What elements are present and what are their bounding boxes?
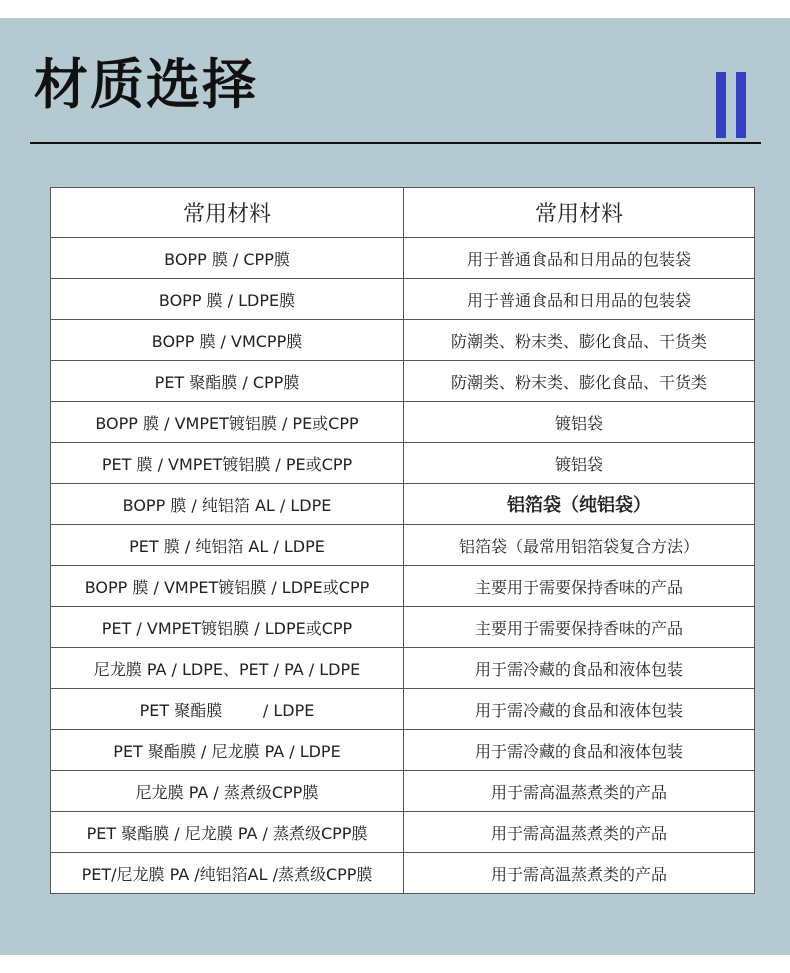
cell-use: 铝箔袋（纯铝袋） xyxy=(404,484,755,525)
cell-use: 防潮类、粉末类、膨化食品、干货类 xyxy=(404,320,755,361)
cell-material: PET 聚酯膜 / CPP膜 xyxy=(51,361,404,402)
cell-material: BOPP 膜 / 纯铝箔 AL / LDPE xyxy=(51,484,404,525)
table-row xyxy=(51,279,755,320)
cell-material: PET 聚酯膜 / LDPE xyxy=(51,689,404,730)
table-row xyxy=(51,730,755,771)
table-row xyxy=(51,402,755,443)
cell-use: 用于需冷藏的食品和液体包装 xyxy=(404,730,755,771)
cell-use: 主要用于需要保持香味的产品 xyxy=(404,607,755,648)
cell-material: 尼龙膜 PA / LDPE、PET / PA / LDPE xyxy=(51,648,404,689)
table-row xyxy=(51,771,755,812)
bar-left xyxy=(716,72,726,138)
cell-material: PET 聚酯膜 / 尼龙膜 PA / LDPE xyxy=(51,730,404,771)
table-row xyxy=(51,361,755,402)
cell-use: 镀铝袋 xyxy=(404,402,755,443)
cell-use: 用于普通食品和日用品的包装袋 xyxy=(404,238,755,279)
cell-use: 镀铝袋 xyxy=(404,443,755,484)
table-row xyxy=(51,320,755,361)
cell-use: 用于需高温蒸煮类的产品 xyxy=(404,771,755,812)
cell-material: PET/尼龙膜 PA /纯铝箔AL /蒸煮级CPP膜 xyxy=(51,853,404,894)
table-row xyxy=(51,484,755,525)
table-row xyxy=(51,525,755,566)
cell-use: 铝箔袋（最常用铝箔袋复合方法） xyxy=(404,525,755,566)
cell-material: BOPP 膜 / VMCPP膜 xyxy=(51,320,404,361)
cell-material: PET / VMPET镀铝膜 / LDPE或CPP xyxy=(51,607,404,648)
bar-right xyxy=(736,72,746,138)
cell-use: 用于需冷藏的食品和液体包装 xyxy=(404,689,755,730)
cell-material: BOPP 膜 / CPP膜 xyxy=(51,238,404,279)
cell-use: 用于需高温蒸煮类的产品 xyxy=(404,812,755,853)
cell-use: 用于普通食品和日用品的包装袋 xyxy=(404,279,755,320)
material-table xyxy=(50,187,755,894)
table-row xyxy=(51,689,755,730)
table-header-row xyxy=(51,188,755,238)
table-row xyxy=(51,443,755,484)
cell-use: 用于需高温蒸煮类的产品 xyxy=(404,853,755,894)
cell-material: BOPP 膜 / VMPET镀铝膜 / LDPE或CPP xyxy=(51,566,404,607)
table-row xyxy=(51,812,755,853)
header-material: 常用材料 xyxy=(51,188,404,238)
page-title: 材质选择 xyxy=(34,53,258,116)
cell-material: BOPP 膜 / LDPE膜 xyxy=(51,279,404,320)
cell-material: PET 聚酯膜 / 尼龙膜 PA / 蒸煮级CPP膜 xyxy=(51,812,404,853)
pause-bars-icon xyxy=(716,72,748,138)
cell-use: 主要用于需要保持香味的产品 xyxy=(404,566,755,607)
cell-use: 用于需冷藏的食品和液体包装 xyxy=(404,648,755,689)
header-use: 常用材料 xyxy=(404,188,755,238)
table-row xyxy=(51,648,755,689)
cell-use: 防潮类、粉末类、膨化食品、干货类 xyxy=(404,361,755,402)
table-row xyxy=(51,853,755,894)
title-divider xyxy=(30,142,761,144)
cell-material: PET 膜 / VMPET镀铝膜 / PE或CPP xyxy=(51,443,404,484)
cell-material: PET 膜 / 纯铝箔 AL / LDPE xyxy=(51,525,404,566)
table-row xyxy=(51,607,755,648)
cell-material: 尼龙膜 PA / 蒸煮级CPP膜 xyxy=(51,771,404,812)
table-row xyxy=(51,238,755,279)
cell-material: BOPP 膜 / VMPET镀铝膜 / PE或CPP xyxy=(51,402,404,443)
table-row xyxy=(51,566,755,607)
